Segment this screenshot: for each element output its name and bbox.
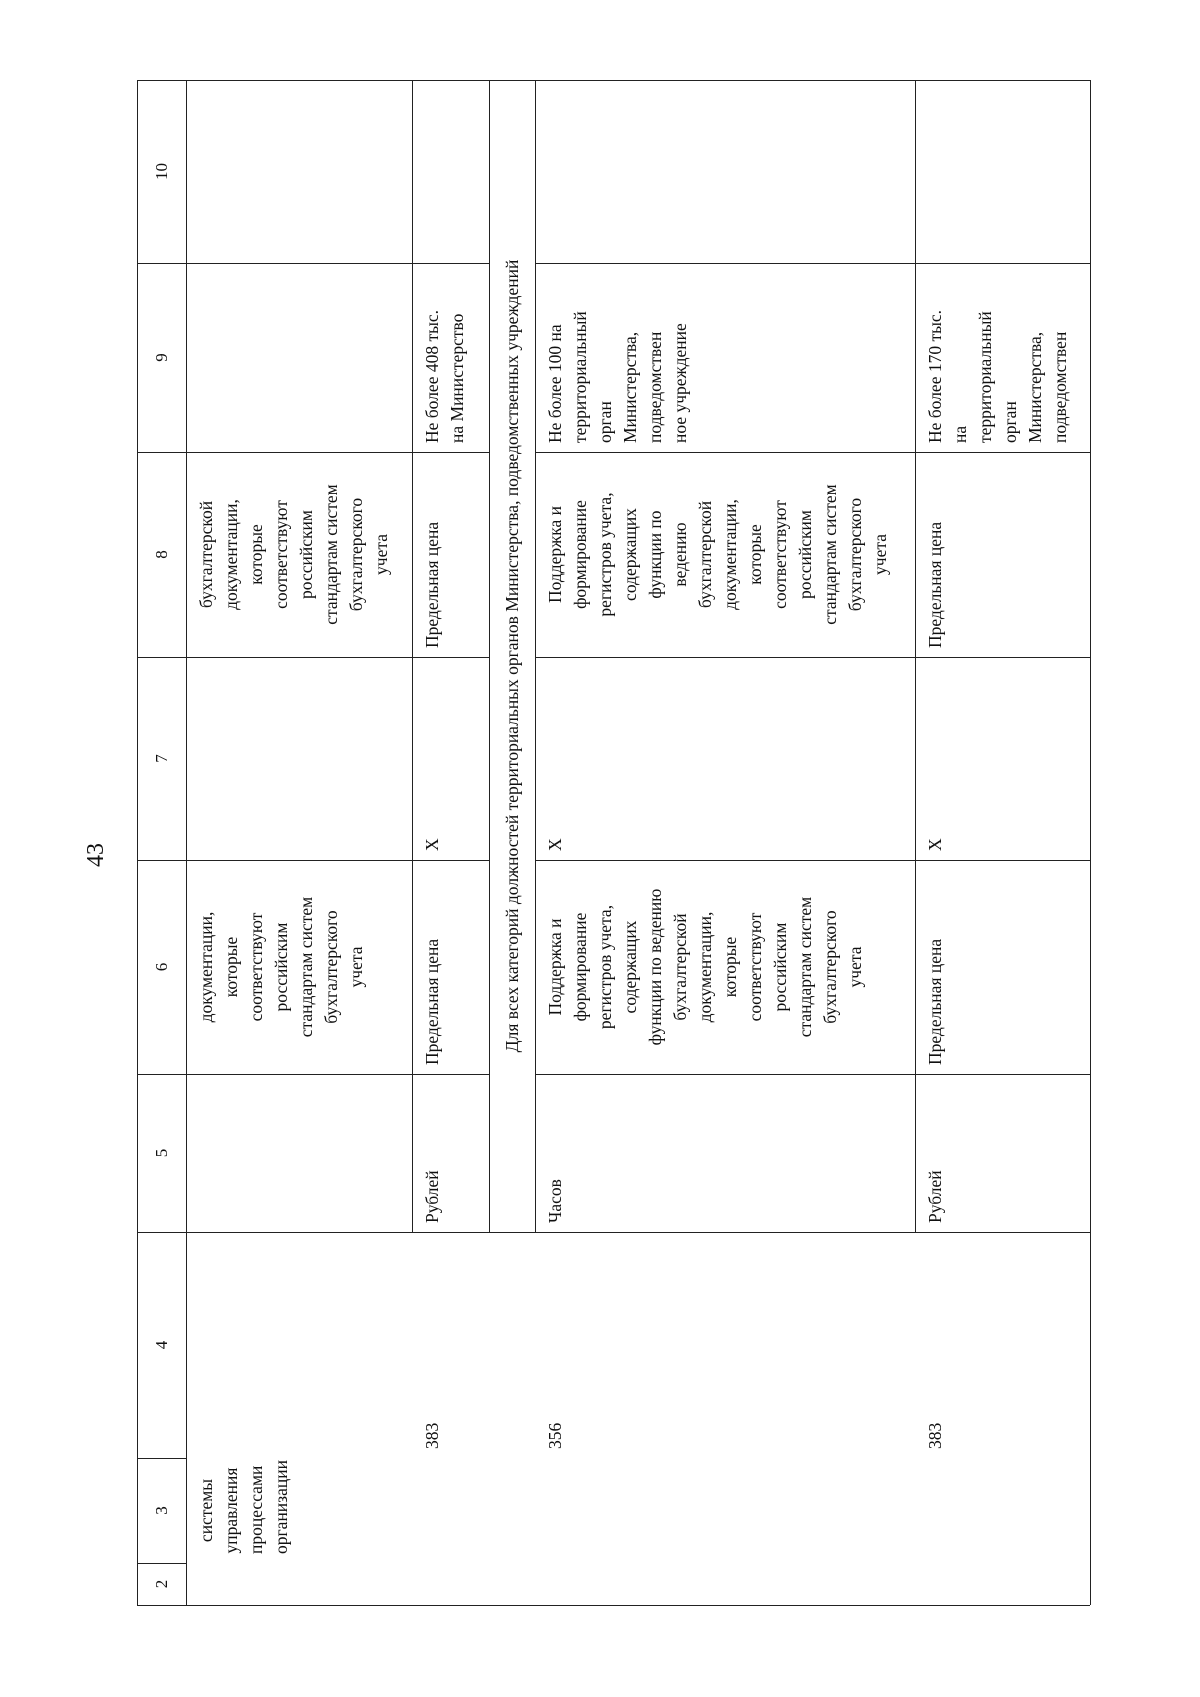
row-separator	[915, 80, 916, 1232]
cell-row3-col5: Часов	[545, 1179, 565, 1223]
table-border-top	[137, 80, 1090, 81]
column-separator	[535, 1074, 1090, 1075]
column-separator	[535, 452, 1090, 453]
column-separator	[535, 263, 1090, 264]
cell-row1-col6: документации, которые соответствуют российским стандартам систем бухгалтерского учета	[196, 896, 366, 1038]
column-number-2: 2	[152, 1579, 171, 1589]
table-border-right	[1090, 80, 1091, 1605]
column-number-4: 4	[152, 1340, 171, 1350]
column-number-7: 7	[152, 754, 171, 763]
cell-row4-col4: 383	[925, 1422, 945, 1449]
column-separator	[137, 657, 489, 658]
column-number-10: 10	[152, 163, 171, 180]
page-number: 43	[82, 843, 109, 867]
column-separator	[137, 1232, 1090, 1233]
cell-row2-col5: Рублей	[422, 1170, 442, 1223]
cell-row4-col8: Предельная цена	[925, 521, 945, 648]
cell-row2-col8: Предельная цена	[422, 521, 442, 648]
cell-row3-col7: X	[545, 838, 565, 851]
cell-row4-col5: Рублей	[925, 1170, 945, 1223]
table-border-bottom	[137, 1605, 1090, 1606]
cell-row2-col6: Предельная цена	[422, 938, 442, 1065]
column-separator	[137, 263, 489, 264]
column-separator	[137, 452, 489, 453]
cell-row4-col7: X	[925, 838, 945, 851]
column-separator	[535, 860, 1090, 861]
row-separator	[412, 80, 413, 1232]
column-separator	[137, 1074, 489, 1075]
column-number-8: 8	[152, 550, 171, 559]
cell-row2-col9: Не более 408 тыс. на Министерство	[422, 309, 467, 443]
cell-row3-col9: Не более 100 на территориальный орган Министерства, подведомствен ное учреждение	[545, 311, 690, 443]
column-number-5: 5	[152, 1148, 171, 1158]
column-number-3: 3	[152, 1506, 171, 1515]
cell-row3-col6: Поддержка и формирование регистров учета, содержащих функции по ведению бухгалтерской документации, которые соответствуют российским стандартам систем бухгалтерского учета	[545, 888, 865, 1046]
header-row-separator	[186, 80, 187, 1605]
cell-row1-col8: бухгалтерской документации, которые соответствуют российским стандартам систем бухгалтерского учета	[196, 484, 391, 625]
cell-row1-col3: системы управления процессами организации	[196, 1460, 291, 1554]
cell-row3-col8: Поддержка и формирование регистров учета, содержащих функции по ведению бухгалтерской документации, которые соответствуют российским стандартам систем бухгалтерского учета	[545, 484, 890, 625]
column-number-6: 6	[152, 962, 171, 972]
cell-row4-col6: Предельная цена	[925, 938, 945, 1065]
section-header: Для всех категорий должностей территориальных органов Министерства, подведомственных учреждений	[502, 259, 522, 1053]
cell-row3-col4: 356	[545, 1422, 565, 1449]
column-separator	[137, 860, 489, 861]
column-number-9: 9	[152, 353, 171, 362]
cell-row4-col9: Не более 170 тыс. на территориальный орган Министерства, подведомствен	[925, 309, 1070, 443]
cell-row2-col4: 383	[422, 1422, 442, 1449]
column-separator	[535, 657, 1090, 658]
cell-row2-col7: X	[422, 838, 442, 851]
row-separator	[535, 80, 536, 1232]
